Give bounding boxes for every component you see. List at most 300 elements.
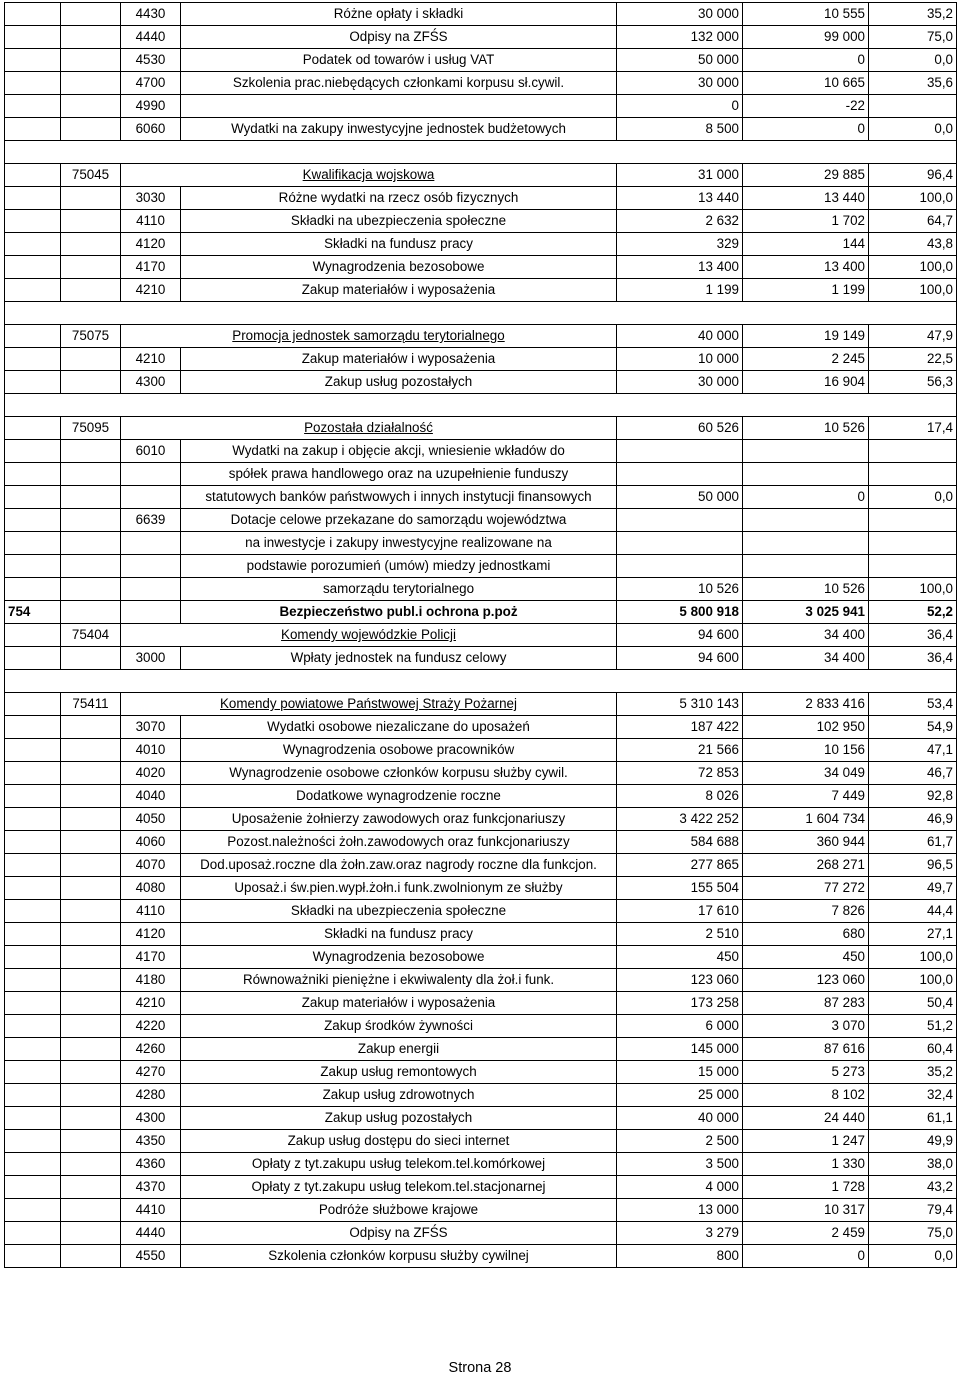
percent-value	[869, 532, 957, 555]
description: Zakup usług zdrowotnych	[181, 1084, 617, 1107]
description: Wydatki na zakupy inwestycyjne jednostek budżetowych	[181, 118, 617, 141]
chapter-description	[121, 417, 617, 440]
description: Składki na ubezpieczenia społeczne	[181, 210, 617, 233]
paragraph-code	[121, 486, 181, 509]
plan-value: 50 000	[617, 49, 743, 72]
executed-value: 1 702	[743, 210, 869, 233]
section-code	[5, 555, 61, 578]
chapter-code	[61, 95, 121, 118]
table-row	[5, 1084, 957, 1107]
chapter-code	[61, 233, 121, 256]
plan-value: 30 000	[617, 371, 743, 394]
paragraph-code: 4300	[121, 371, 181, 394]
paragraph-code: 4210	[121, 992, 181, 1015]
executed-value: 19 149	[743, 325, 869, 348]
description: Zakup energii	[181, 1038, 617, 1061]
description: Pozost.należności żołn.zawodowych oraz funkcjonariuszy	[181, 831, 617, 854]
table-row	[5, 578, 957, 601]
paragraph-code: 6639	[121, 509, 181, 532]
description: Zakup usług pozostałych	[181, 1107, 617, 1130]
chapter-title: Komendy powiatowe Państwowej Straży Pożarnej	[220, 696, 517, 711]
table-row	[5, 371, 957, 394]
executed-value: 29 885	[743, 164, 869, 187]
executed-value: 1 199	[743, 279, 869, 302]
percent-value: 79,4	[869, 1199, 957, 1222]
chapter-code: 75095	[61, 417, 121, 440]
paragraph-code: 4360	[121, 1153, 181, 1176]
description: Opłaty z tyt.zakupu usług telekom.tel.komórkowej	[181, 1153, 617, 1176]
chapter-code: 75045	[61, 164, 121, 187]
description: Wpłaty jednostek na fundusz celowy	[181, 647, 617, 670]
chapter-code: 75404	[61, 624, 121, 647]
description: Zakup materiałów i wyposażenia	[181, 279, 617, 302]
section-code	[5, 95, 61, 118]
paragraph-code: 4440	[121, 1222, 181, 1245]
table-row	[5, 1153, 957, 1176]
paragraph-code: 4180	[121, 969, 181, 992]
executed-value: 13 440	[743, 187, 869, 210]
table-row	[5, 509, 957, 532]
paragraph-code: 4110	[121, 210, 181, 233]
plan-value: 2 632	[617, 210, 743, 233]
budget-table	[4, 2, 957, 1268]
percent-value: 44,4	[869, 900, 957, 923]
percent-value: 100,0	[869, 969, 957, 992]
section-code	[5, 831, 61, 854]
percent-value: 75,0	[869, 26, 957, 49]
section-code	[5, 877, 61, 900]
description: Odpisy na ZFŚS	[181, 26, 617, 49]
percent-value: 50,4	[869, 992, 957, 1015]
chapter-code	[61, 1176, 121, 1199]
chapter-code	[61, 532, 121, 555]
section-code	[5, 854, 61, 877]
chapter-row	[5, 325, 957, 348]
chapter-title: Pozostała działalność	[304, 420, 433, 435]
executed-value: 10 665	[743, 72, 869, 95]
executed-value: 10 555	[743, 3, 869, 26]
executed-value: 144	[743, 233, 869, 256]
paragraph-code: 4270	[121, 1061, 181, 1084]
plan-value: 15 000	[617, 1061, 743, 1084]
plan-value: 31 000	[617, 164, 743, 187]
section-code	[5, 256, 61, 279]
chapter-code	[61, 877, 121, 900]
chapter-code: 75411	[61, 693, 121, 716]
executed-value: 3 070	[743, 1015, 869, 1038]
percent-value: 100,0	[869, 578, 957, 601]
executed-value: 34 400	[743, 624, 869, 647]
plan-value: 40 000	[617, 325, 743, 348]
table-row	[5, 279, 957, 302]
chapter-code	[61, 647, 121, 670]
paragraph-code: 4120	[121, 923, 181, 946]
plan-value: 8 500	[617, 118, 743, 141]
chapter-code	[61, 762, 121, 785]
section-code: 754	[5, 601, 61, 624]
executed-value: 10 526	[743, 417, 869, 440]
executed-value: 0	[743, 486, 869, 509]
description: Składki na fundusz pracy	[181, 233, 617, 256]
chapter-description	[121, 325, 617, 348]
table-row	[5, 440, 957, 463]
plan-value: 3 500	[617, 1153, 743, 1176]
executed-value: 8 102	[743, 1084, 869, 1107]
paragraph-code: 4440	[121, 26, 181, 49]
percent-value: 49,9	[869, 1130, 957, 1153]
percent-value: 61,7	[869, 831, 957, 854]
paragraph-code: 4430	[121, 3, 181, 26]
table-row	[5, 233, 957, 256]
section-code	[5, 1222, 61, 1245]
description: Wydatki na zakup i objęcie akcji, wniesienie wkładów do	[181, 440, 617, 463]
section-code	[5, 210, 61, 233]
chapter-code	[61, 371, 121, 394]
paragraph-code: 4120	[121, 233, 181, 256]
plan-value	[617, 463, 743, 486]
percent-value: 54,9	[869, 716, 957, 739]
description: Zakup usług dostępu do sieci internet	[181, 1130, 617, 1153]
table-row	[5, 785, 957, 808]
table-row	[5, 118, 957, 141]
plan-value: 277 865	[617, 854, 743, 877]
description: Podróże służbowe krajowe	[181, 1199, 617, 1222]
chapter-row	[5, 164, 957, 187]
percent-value	[869, 555, 957, 578]
executed-value: 87 616	[743, 1038, 869, 1061]
percent-value: 0,0	[869, 118, 957, 141]
plan-value: 94 600	[617, 624, 743, 647]
section-code	[5, 992, 61, 1015]
description: Zakup materiałów i wyposażenia	[181, 992, 617, 1015]
blank-cell	[5, 302, 957, 325]
paragraph-code	[121, 532, 181, 555]
section-code	[5, 187, 61, 210]
chapter-code	[61, 578, 121, 601]
section-code	[5, 762, 61, 785]
percent-value: 60,4	[869, 1038, 957, 1061]
table-row	[5, 210, 957, 233]
section-code	[5, 624, 61, 647]
chapter-code	[61, 992, 121, 1015]
table-row	[5, 1199, 957, 1222]
paragraph-code: 4010	[121, 739, 181, 762]
page-footer: Strona 28	[448, 1360, 512, 1376]
table-row	[5, 1222, 957, 1245]
chapter-code	[61, 49, 121, 72]
executed-value: 0	[743, 118, 869, 141]
section-code	[5, 1015, 61, 1038]
chapter-code	[61, 1107, 121, 1130]
plan-value: 10 000	[617, 348, 743, 371]
section-row	[5, 601, 957, 624]
plan-value: 13 440	[617, 187, 743, 210]
paragraph-code: 4370	[121, 1176, 181, 1199]
paragraph-code: 4260	[121, 1038, 181, 1061]
chapter-title: Kwalifikacja wojskowa	[302, 167, 435, 182]
percent-value: 35,2	[869, 1061, 957, 1084]
plan-value: 3 422 252	[617, 808, 743, 831]
table-row	[5, 26, 957, 49]
plan-value: 50 000	[617, 486, 743, 509]
plan-value	[617, 555, 743, 578]
chapter-code	[61, 946, 121, 969]
executed-value: 1 247	[743, 1130, 869, 1153]
plan-value: 5 800 918	[617, 601, 743, 624]
section-code	[5, 3, 61, 26]
chapter-code	[61, 1130, 121, 1153]
paragraph-code: 4170	[121, 256, 181, 279]
percent-value: 100,0	[869, 256, 957, 279]
section-code	[5, 1176, 61, 1199]
percent-value: 43,8	[869, 233, 957, 256]
executed-value: 24 440	[743, 1107, 869, 1130]
percent-value	[869, 509, 957, 532]
plan-value: 155 504	[617, 877, 743, 900]
plan-value	[617, 509, 743, 532]
executed-value: -22	[743, 95, 869, 118]
plan-value: 450	[617, 946, 743, 969]
percent-value: 35,2	[869, 3, 957, 26]
blank-cell	[5, 670, 957, 693]
paragraph-code: 4530	[121, 49, 181, 72]
percent-value: 38,0	[869, 1153, 957, 1176]
description: Szkolenia prac.niebędących członkami korpusu sł.cywil.	[181, 72, 617, 95]
table-row	[5, 49, 957, 72]
description: Podatek od towarów i usług VAT	[181, 49, 617, 72]
blank-row	[5, 670, 957, 693]
chapter-code	[61, 440, 121, 463]
section-code	[5, 785, 61, 808]
plan-value: 17 610	[617, 900, 743, 923]
table-row	[5, 486, 957, 509]
plan-value: 10 526	[617, 578, 743, 601]
section-code	[5, 969, 61, 992]
plan-value: 30 000	[617, 3, 743, 26]
plan-value: 60 526	[617, 417, 743, 440]
description: Dodatkowe wynagrodzenie roczne	[181, 785, 617, 808]
table-row	[5, 555, 957, 578]
description: Wynagrodzenie osobowe członków korpusu służby cywil.	[181, 762, 617, 785]
chapter-row	[5, 417, 957, 440]
percent-value: 22,5	[869, 348, 957, 371]
percent-value: 51,2	[869, 1015, 957, 1038]
plan-value: 8 026	[617, 785, 743, 808]
blank-row	[5, 141, 957, 164]
percent-value: 96,4	[869, 164, 957, 187]
chapter-description	[121, 164, 617, 187]
table-row	[5, 1038, 957, 1061]
section-code	[5, 118, 61, 141]
chapter-code	[61, 72, 121, 95]
executed-value: 7 826	[743, 900, 869, 923]
percent-value: 49,7	[869, 877, 957, 900]
plan-value: 25 000	[617, 1084, 743, 1107]
section-code	[5, 946, 61, 969]
percent-value: 27,1	[869, 923, 957, 946]
executed-value: 34 049	[743, 762, 869, 785]
paragraph-code: 4080	[121, 877, 181, 900]
description: Wynagrodzenia bezosobowe	[181, 946, 617, 969]
percent-value: 0,0	[869, 486, 957, 509]
paragraph-code: 4300	[121, 1107, 181, 1130]
plan-value: 584 688	[617, 831, 743, 854]
plan-value: 6 000	[617, 1015, 743, 1038]
section-code	[5, 279, 61, 302]
paragraph-code: 4410	[121, 1199, 181, 1222]
section-code	[5, 923, 61, 946]
paragraph-code	[121, 555, 181, 578]
paragraph-code: 6060	[121, 118, 181, 141]
section-code	[5, 739, 61, 762]
percent-value: 35,6	[869, 72, 957, 95]
section-code	[5, 325, 61, 348]
chapter-code	[61, 463, 121, 486]
executed-value: 34 400	[743, 647, 869, 670]
plan-value: 72 853	[617, 762, 743, 785]
plan-value: 800	[617, 1245, 743, 1268]
chapter-code	[61, 969, 121, 992]
executed-value: 99 000	[743, 26, 869, 49]
table-body	[5, 3, 957, 1268]
table-row	[5, 831, 957, 854]
paragraph-code: 3030	[121, 187, 181, 210]
paragraph-code: 4550	[121, 1245, 181, 1268]
description: Bezpieczeństwo publ.i ochrona p.poż	[181, 601, 617, 624]
plan-value: 123 060	[617, 969, 743, 992]
chapter-row	[5, 624, 957, 647]
plan-value: 94 600	[617, 647, 743, 670]
chapter-code	[61, 900, 121, 923]
chapter-code	[61, 854, 121, 877]
chapter-code	[61, 118, 121, 141]
blank-cell	[5, 394, 957, 417]
table-row	[5, 187, 957, 210]
table-row	[5, 1245, 957, 1268]
executed-value: 123 060	[743, 969, 869, 992]
percent-value: 32,4	[869, 1084, 957, 1107]
percent-value: 47,9	[869, 325, 957, 348]
description: Wynagrodzenia bezosobowe	[181, 256, 617, 279]
plan-value: 21 566	[617, 739, 743, 762]
description: Szkolenia członków korpusu służby cywilnej	[181, 1245, 617, 1268]
plan-value: 3 279	[617, 1222, 743, 1245]
chapter-code	[61, 601, 121, 624]
percent-value: 56,3	[869, 371, 957, 394]
chapter-code	[61, 923, 121, 946]
section-code	[5, 233, 61, 256]
chapter-code	[61, 509, 121, 532]
table-row	[5, 95, 957, 118]
paragraph-code: 3000	[121, 647, 181, 670]
table-row	[5, 877, 957, 900]
table-row	[5, 1107, 957, 1130]
plan-value: 2 510	[617, 923, 743, 946]
paragraph-code: 4990	[121, 95, 181, 118]
percent-value: 92,8	[869, 785, 957, 808]
paragraph-code: 4210	[121, 279, 181, 302]
table-row	[5, 992, 957, 1015]
table-row	[5, 716, 957, 739]
section-code	[5, 371, 61, 394]
section-code	[5, 26, 61, 49]
table-row	[5, 900, 957, 923]
paragraph-code: 4170	[121, 946, 181, 969]
description: Opłaty z tyt.zakupu usług telekom.tel.stacjonarnej	[181, 1176, 617, 1199]
description	[181, 95, 617, 118]
description: Uposażenie żołnierzy zawodowych oraz funkcjonariuszy	[181, 808, 617, 831]
description: samorządu terytorialnego	[181, 578, 617, 601]
chapter-code	[61, 210, 121, 233]
paragraph-code: 4060	[121, 831, 181, 854]
executed-value	[743, 440, 869, 463]
chapter-code	[61, 1084, 121, 1107]
executed-value	[743, 509, 869, 532]
executed-value: 268 271	[743, 854, 869, 877]
percent-value: 47,1	[869, 739, 957, 762]
percent-value: 17,4	[869, 417, 957, 440]
chapter-title: Komendy wojewódzkie Policji	[281, 627, 456, 642]
paragraph-code: 3070	[121, 716, 181, 739]
plan-value: 30 000	[617, 72, 743, 95]
plan-value	[617, 440, 743, 463]
description: Równoważniki pieniężne i ekwiwalenty dla żoł.i funk.	[181, 969, 617, 992]
section-code	[5, 808, 61, 831]
section-code	[5, 1199, 61, 1222]
section-code	[5, 1038, 61, 1061]
executed-value: 2 459	[743, 1222, 869, 1245]
percent-value: 0,0	[869, 49, 957, 72]
blank-cell	[5, 141, 957, 164]
table-row	[5, 348, 957, 371]
chapter-code	[61, 348, 121, 371]
executed-value: 7 449	[743, 785, 869, 808]
percent-value	[869, 95, 957, 118]
plan-value: 5 310 143	[617, 693, 743, 716]
paragraph-code: 6010	[121, 440, 181, 463]
executed-value: 2 245	[743, 348, 869, 371]
plan-value: 173 258	[617, 992, 743, 1015]
executed-value	[743, 463, 869, 486]
chapter-code	[61, 187, 121, 210]
table-row	[5, 808, 957, 831]
plan-value: 2 500	[617, 1130, 743, 1153]
plan-value: 1 199	[617, 279, 743, 302]
chapter-code	[61, 279, 121, 302]
percent-value: 43,2	[869, 1176, 957, 1199]
table-row	[5, 854, 957, 877]
paragraph-code: 4280	[121, 1084, 181, 1107]
percent-value: 46,9	[869, 808, 957, 831]
percent-value: 36,4	[869, 647, 957, 670]
percent-value: 75,0	[869, 1222, 957, 1245]
percent-value: 96,5	[869, 854, 957, 877]
paragraph-code	[121, 463, 181, 486]
executed-value: 10 526	[743, 578, 869, 601]
percent-value: 100,0	[869, 946, 957, 969]
description: Dod.uposaż.roczne dla żołn.zaw.oraz nagrody roczne dla funkcjon.	[181, 854, 617, 877]
percent-value: 52,2	[869, 601, 957, 624]
section-code	[5, 1061, 61, 1084]
executed-value: 5 273	[743, 1061, 869, 1084]
plan-value: 13 000	[617, 1199, 743, 1222]
table-row	[5, 256, 957, 279]
table-row	[5, 1176, 957, 1199]
table-row	[5, 647, 957, 670]
table-row	[5, 923, 957, 946]
percent-value	[869, 463, 957, 486]
section-code	[5, 72, 61, 95]
